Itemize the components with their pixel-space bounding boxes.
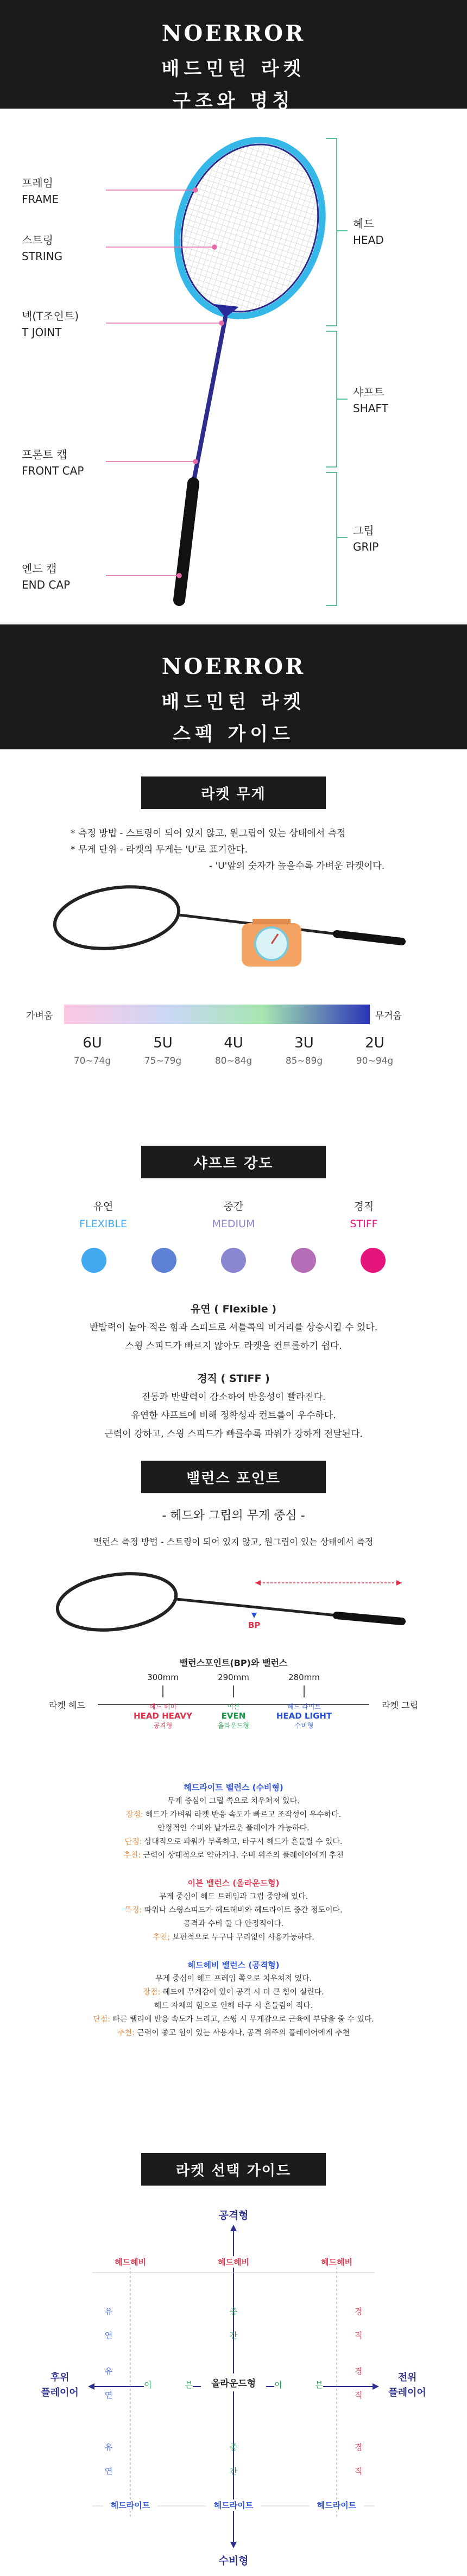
part-string-ko: 스트링 [22, 233, 53, 247]
guide-char: 유 [104, 2307, 113, 2316]
balance-mark-hh [130, 1672, 195, 1730]
shaft-dots [81, 1248, 386, 1273]
shaft-level-en: STIFF [350, 1218, 378, 1230]
balance-mark-mm: 300mm [147, 1672, 179, 1682]
weight-unit-range: 70~74g [73, 1056, 111, 1066]
balance-line-text: 공격과 수비 둘 다 안정적이다. [183, 1920, 284, 1928]
guide-hl-center: 헤드라이트 [206, 2499, 261, 2511]
scale-icon [242, 919, 301, 967]
shaft-flex-line: 스윙 스피드가 빠르지 않아도 라켓을 컨트롤하기 쉽다. [125, 1341, 342, 1352]
weight-units [65, 1035, 402, 1066]
balance-line [0, 2013, 467, 2026]
bp-arrow-right [396, 1580, 402, 1586]
balance-scale-right: 라켓 그립 [382, 1700, 418, 1710]
balance-scale-title: 밸런스포인트(BP)와 밸런스 [179, 1658, 288, 1668]
hero2-title-1: 배드민턴 라켓 [161, 691, 306, 713]
racket-structure-diagram [0, 109, 467, 624]
shaft-level-en: MEDIUM [212, 1218, 255, 1230]
guide-char: 직 [354, 2331, 363, 2340]
balance-line-label: 단점: [93, 2015, 110, 2024]
weight-unit-range: 75~79g [144, 1056, 182, 1066]
shaft-level-medium [195, 1198, 272, 1233]
balance-line [0, 1972, 467, 1986]
balance-mark-even [201, 1672, 266, 1730]
balance-hh-title: 헤드헤비 밸런스 (공격형) [187, 1960, 280, 1970]
balance-line-label: 장점: [143, 1988, 161, 1997]
shaft-level-en: FLEXIBLE [79, 1218, 127, 1230]
guide-hh-center: 헤드헤비 [206, 2256, 261, 2268]
guide-hl-left: 헤드라이트 [103, 2499, 157, 2511]
weight-gradient-bar [64, 1005, 370, 1024]
guide-center-label: 올라운드형 [201, 2373, 266, 2391]
hero-structure [0, 0, 467, 112]
guide-arrow-up [230, 2225, 237, 2231]
balance-line-label: 단점: [124, 1838, 142, 1846]
guide-mid-stiff [353, 2359, 364, 2407]
guide-char: 간 [229, 2466, 238, 2476]
shaft-stiff-line: 근력이 강하고, 스윙 스피드가 빠를수록 파워가 강하게 전달된다. [104, 1429, 363, 1439]
balance-line-text: 파워나 스윙스피드가 헤드헤비와 헤드라이트 중간 정도이다. [142, 1906, 343, 1915]
balance-mark-type: 올라운드형 [218, 1722, 249, 1729]
shaft-dot [291, 1248, 316, 1273]
weight-note-2: * 무게 단위 - 라켓의 무게는 'U'로 표기한다. [71, 844, 248, 855]
balance-mark-tick [162, 1685, 163, 1697]
hero-spec [0, 624, 467, 749]
balance-line-label: 특징: [124, 1906, 142, 1915]
part-string [22, 232, 62, 264]
balance-hl-block [0, 1781, 467, 1862]
shaft-level-ko: 중간 [223, 1201, 244, 1213]
balance-line-text: 빠른 랠리에 반응 속도가 느리고, 스윙 시 무게감으로 근육에 부담을 줄 수 있다. [110, 2015, 374, 2024]
balance-line-label: 추천: [117, 2029, 135, 2037]
balance-mark-en: EVEN [221, 1711, 246, 1721]
balance-racket-illustration [0, 1558, 467, 1645]
balance-line-text: 헤드 자체의 힘으로 인해 타구 시 흔들림이 적다. [154, 2002, 313, 2010]
weight-notes [71, 825, 467, 874]
guide-even-right [274, 2379, 323, 2390]
balance-section [0, 1455, 467, 2153]
part-frontcap-en: FRONT CAP [22, 464, 84, 477]
guide-bottom-label: 수비형 [218, 2555, 249, 2567]
weight-unit [277, 1035, 331, 1066]
hero2-title-2: 스펙 가이드 [172, 723, 295, 745]
balance-line [0, 1822, 467, 1835]
part-shaft-en: SHAFT [353, 402, 388, 415]
bp-marker [251, 1613, 257, 1618]
balance-mark-ko: 이븐 [227, 1703, 240, 1710]
balance-scale-left: 라켓 헤드 [49, 1700, 85, 1710]
part-frame [22, 175, 59, 207]
balance-line-text: 근력이 좋고 힘이 있는 사용자나, 공격 위주의 플레이어에게 추천 [134, 2029, 350, 2037]
balance-line [0, 1931, 467, 1944]
balance-line [0, 2026, 467, 2040]
guide-mid-flex [103, 2359, 114, 2407]
balance-line-text: 무게 중심이 헤드 프레임 쪽으로 치우쳐져 있다. [155, 1974, 312, 1983]
shaft-flex-title: 유연 ( Flexible ) [190, 1303, 277, 1315]
weight-unit [348, 1035, 402, 1066]
weight-unit [136, 1035, 190, 1066]
guide-even-left [144, 2379, 193, 2390]
balance-mark-hl [272, 1672, 337, 1730]
part-shaft [353, 384, 388, 416]
balance-line-text: 상대적으로 파워가 부족하고, 타구시 헤드가 흔들릴 수 있다. [142, 1838, 343, 1846]
weight-unit-label: 2U [365, 1035, 384, 1051]
racket-head-strings [155, 121, 344, 335]
balance-hl-title: 헤드라이트 밸런스 (수비형) [184, 1783, 283, 1792]
part-endcap-en: END CAP [22, 578, 71, 591]
part-tjoint-en: T JOINT [22, 326, 62, 339]
part-tjoint-ko: 넥(T조인트) [22, 310, 79, 323]
bp-label: BP [248, 1620, 261, 1630]
part-endcap-ko: 엔드 캡 [22, 562, 57, 575]
guide-char: 유 [104, 2366, 113, 2376]
weight-unit-range: 85~89g [285, 1056, 323, 1066]
balance-line-text: 무게 중심이 그립 쪽으로 치우쳐져 있다. [167, 1797, 300, 1805]
part-tjoint [22, 308, 79, 340]
balance-line [0, 1795, 467, 1808]
weight-unit-label: 5U [153, 1035, 173, 1051]
balance-line-text: 무게 중심이 헤드 트레임과 그립 중앙에 있다. [159, 1892, 308, 1901]
balance-note: 밸런스 측정 방법 - 스트링이 되어 있지 않고, 원그립이 있는 상태에서 측정 [93, 1537, 374, 1547]
guide-char: 븐 [315, 2380, 323, 2390]
guide-top-stiff [353, 2300, 364, 2347]
balance-line [0, 1986, 467, 1999]
balance-mark-ko: 헤드 라이트 [287, 1703, 321, 1710]
guide-char: 유 [104, 2442, 113, 2452]
guide-char: 이 [274, 2380, 282, 2390]
balance-scale [49, 1672, 418, 1754]
guide-arrow-down [230, 2542, 237, 2548]
guide-bot-mid [228, 2435, 239, 2483]
guide-char: 직 [354, 2390, 363, 2400]
guide-top-flex [103, 2300, 114, 2347]
shaft-flex-line: 반발력이 높아 적은 힘과 스피드로 셔틀콕의 비거리를 상승시킬 수 있다. [89, 1322, 378, 1333]
guide-char: 경 [354, 2442, 363, 2452]
balance-line-label: 추천: [153, 1933, 171, 1942]
weight-bar [26, 1005, 402, 1066]
part-grip-en: GRIP [353, 540, 379, 553]
part-head [353, 216, 384, 248]
balance-racket-grip [337, 1615, 402, 1621]
guide-hh-right: 헤드헤비 [310, 2256, 364, 2268]
balance-even-block [0, 1877, 467, 1944]
balance-line [0, 1917, 467, 1931]
part-grip-ko: 그립 [353, 524, 374, 537]
weight-racket-illustration [0, 869, 467, 977]
balance-line [0, 1808, 467, 1822]
part-grip [353, 522, 378, 555]
shaft-level-ko: 경직 [354, 1201, 374, 1213]
guide-arrow-right [373, 2383, 379, 2390]
shaft-dot [221, 1248, 246, 1273]
part-frame-ko: 프레임 [22, 176, 53, 190]
balance-line [0, 1890, 467, 1904]
balance-mark-en: HEAD LIGHT [276, 1711, 332, 1721]
guide-right-label: 전위 플레이어 [388, 2372, 426, 2398]
guide-section-title: 라켓 선택 가이드 [141, 2153, 326, 2186]
shaft-stiff-block [0, 1369, 467, 1443]
balance-mark-type: 공격형 [153, 1722, 173, 1729]
guide-hl-right: 헤드라이트 [310, 2499, 364, 2511]
weight-note-3: - 'U'앞의 숫자가 높을수록 가벼운 라켓이다. [209, 861, 385, 872]
guide-char: 이 [144, 2380, 152, 2390]
guide-char: 븐 [185, 2380, 193, 2390]
guide-char: 연 [104, 2331, 113, 2340]
shaft-stiff-title: 경직 ( STIFF ) [197, 1373, 270, 1385]
shaft-stiff-line: 진동과 반발력이 감소하여 반응성이 빨라진다. [141, 1392, 326, 1403]
balance-mark-mm: 280mm [288, 1672, 320, 1682]
balance-section-title: 밸런스 포인트 [141, 1461, 326, 1493]
balance-mark-tick [233, 1685, 234, 1697]
balance-line-text: 안정적인 수비와 날카로운 플레이가 가능하다. [157, 1824, 310, 1833]
part-frontcap-ko: 프론트 캡 [22, 448, 67, 461]
guide-char: 경 [354, 2307, 363, 2316]
brand-logo: NOERROR [161, 21, 306, 46]
balance-line-text: 보편적으로 누구나 무리없이 사용가능하다. [170, 1933, 314, 1942]
balance-line-text: 근력이 상대적으로 약하거나, 수비 위주의 플레이어에게 추천 [141, 1851, 344, 1860]
guide-section [0, 2153, 467, 2576]
part-head-en: HEAD [353, 233, 384, 247]
shaft-dot [152, 1248, 176, 1273]
guide-top-label: 공격형 [218, 2209, 249, 2221]
weight-heavy-label: 무거움 [375, 1010, 402, 1021]
shaft-level-stiff [326, 1198, 402, 1233]
balance-hh-block [0, 1959, 467, 2040]
shaft-levels [65, 1198, 402, 1233]
balance-racket-head [54, 1567, 180, 1637]
balance-line [0, 1835, 467, 1849]
weight-note-1: * 측정 방법 - 스트링이 되어 있지 않고, 원그립이 있는 상태에서 측정 [71, 828, 346, 839]
structure-diagram-svg [0, 109, 467, 624]
balance-descriptions [0, 1781, 467, 2040]
guide-top-mid [228, 2300, 239, 2347]
guide-hh-left: 헤드헤비 [103, 2256, 157, 2268]
racket-shaft [193, 318, 225, 483]
guide-chart [0, 2202, 467, 2571]
part-shaft-ko: 샤프트 [353, 386, 384, 399]
guide-char: 연 [104, 2390, 113, 2400]
part-string-en: STRING [22, 250, 63, 263]
balance-mark-type: 수비형 [294, 1722, 314, 1729]
balance-mark-en: HEAD HEAVY [134, 1711, 192, 1721]
balance-mark-tick [304, 1685, 305, 1697]
balance-line [0, 1849, 467, 1862]
guide-char: 중 [229, 2442, 238, 2452]
shaft-level-flexible [65, 1198, 141, 1233]
weight-racket-grip [337, 934, 402, 942]
balance-subtitle: - 헤드와 그립의 무게 중심 - [162, 1509, 305, 1523]
weight-section-title: 라켓 무게 [141, 776, 326, 809]
weight-unit-range: 80~84g [214, 1056, 253, 1066]
guide-arrow-left [88, 2383, 94, 2390]
shaft-dot [81, 1248, 106, 1273]
weight-unit [206, 1035, 261, 1066]
shaft-section-title: 샤프트 강도 [141, 1146, 326, 1178]
guide-bot-stiff [353, 2435, 364, 2483]
shaft-dot [361, 1248, 386, 1273]
part-endcap [22, 560, 70, 593]
racket-grip [179, 483, 193, 600]
shaft-flex-block [0, 1300, 467, 1355]
part-head-ko: 헤드 [353, 217, 374, 230]
balance-mark-mm: 290mm [218, 1672, 249, 1682]
balance-line-text: 헤드에 무게감이 있어 공격 시 더 큰 힘이 실린다. [160, 1988, 324, 1997]
guide-char: 직 [354, 2466, 363, 2476]
hero-title-2: 구조와 명칭 [172, 90, 295, 112]
guide-char: 연 [104, 2466, 113, 2476]
balance-line-text: 헤드가 가벼워 라켓 반응 속도가 빠르고 조작성이 우수하다. [143, 1810, 342, 1819]
balance-mark-ko: 헤드 헤비 [149, 1703, 177, 1710]
guide-bot-flex [103, 2435, 114, 2483]
weight-unit-label: 6U [83, 1035, 102, 1051]
hero-title-1: 배드민턴 라켓 [161, 58, 306, 80]
bp-arrow-left [255, 1580, 261, 1586]
balance-line-label: 장점: [125, 1810, 143, 1819]
guide-left-label: 후위 플레이어 [41, 2372, 79, 2398]
balance-even-title: 이븐 밸런스 (올라운드형) [187, 1878, 280, 1888]
brand-logo-2: NOERROR [161, 654, 306, 679]
balance-line-label: 추천: [123, 1851, 141, 1860]
weight-section [0, 749, 467, 1135]
weight-light-label: 가벼움 [26, 1010, 53, 1021]
shaft-section [0, 1135, 467, 1455]
guide-char: 경 [354, 2366, 363, 2376]
guide-char: 간 [229, 2331, 238, 2340]
balance-line [0, 1999, 467, 2013]
weight-unit-label: 4U [224, 1035, 243, 1051]
part-frontcap [22, 446, 84, 479]
weight-unit-range: 90~94g [356, 1056, 394, 1066]
shaft-stiff-line: 유연한 샤프트에 비해 정확성과 컨트롤이 우수하다. [131, 1410, 336, 1421]
weight-racket-head [51, 880, 182, 956]
guide-char: 중 [229, 2307, 238, 2316]
shaft-level-ko: 유연 [93, 1201, 113, 1213]
weight-unit-label: 3U [294, 1035, 314, 1051]
weight-unit [65, 1035, 119, 1066]
part-frame-en: FRAME [22, 193, 59, 206]
balance-line [0, 1904, 467, 1917]
